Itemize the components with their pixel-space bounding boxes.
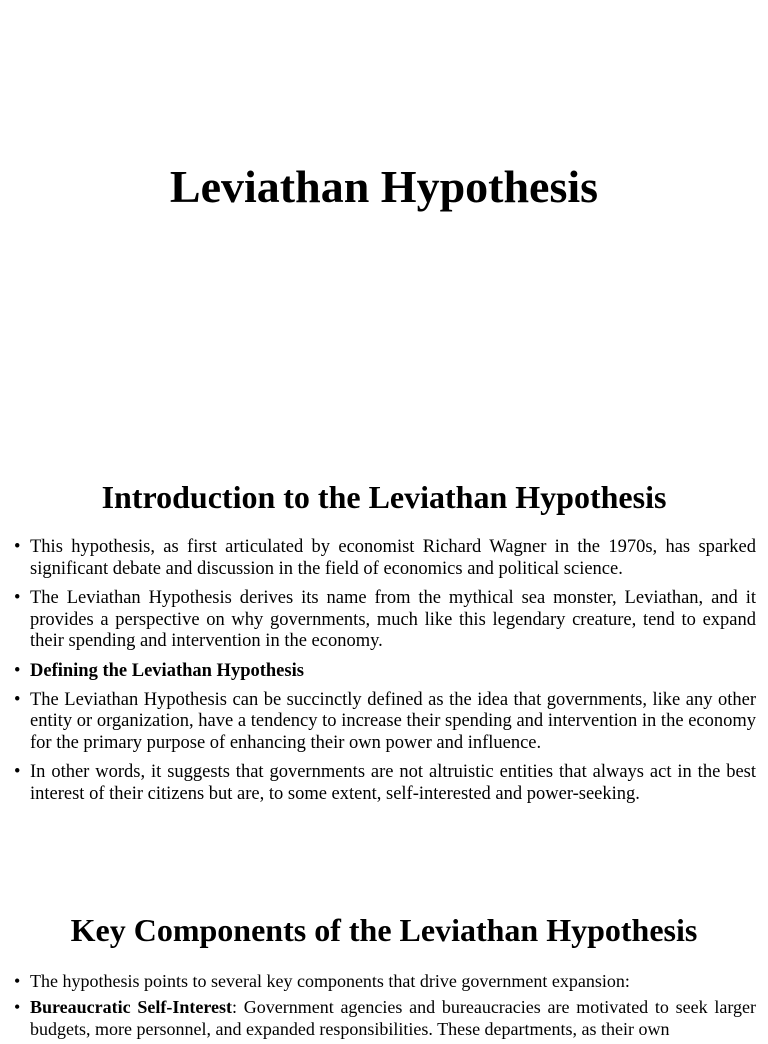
section-heading-key-components: Key Components of the Leviathan Hypothesis: [70, 912, 698, 948]
bullet-text: In other words, it suggests that governments are not altruistic entities that always act in the best interest of their citizens but are, to some extent, self-interested and power-seeking.: [30, 762, 756, 805]
bullet-icon: •: [14, 971, 21, 991]
bullet-icon: •: [14, 997, 21, 1017]
list-item: [14, 661, 756, 683]
bullet-text: The Leviathan Hypothesis derives its name from the mythical sea monster, Leviathan, and it provides a perspective on why governments, much like this legendary creature, tend to expand their spending and intervention in the economy.: [30, 587, 756, 652]
bullet-icon: •: [14, 587, 21, 608]
bullet-text: The hypothesis points to several key components that drive government expansion:: [30, 971, 630, 991]
bullet-icon: •: [14, 689, 21, 710]
subheading-defining: Defining the Leviathan Hypothesis: [30, 660, 304, 681]
list-item: [14, 970, 756, 992]
bullet-icon: •: [14, 660, 21, 681]
bullet-text: This hypothesis, as first articulated by economist Richard Wagner in the 1970s, has sparked significant debate and discussion in the field of economics and political science.: [30, 537, 756, 579]
bullet-description: : Government agencies and bureaucracies are motivated to seek larger budgets, more personnel, and expanded responsibilities. These departments, as their own: [30, 997, 756, 1039]
bullet-icon: •: [14, 762, 21, 783]
document-title: Leviathan Hypothesis: [169, 161, 599, 212]
section-heading-introduction: Introduction to the Leviathan Hypothesis: [101, 479, 667, 515]
key-components-bullet-list: [14, 970, 756, 1044]
list-item: [14, 762, 756, 805]
bullet-text: The Leviathan Hypothesis can be succinctly defined as the idea that governments, like any other entity or organization, have a tendency to increase their spending and intervention in the economy for the primary purpose of enhancing their own power and influence.: [30, 689, 756, 754]
list-item: [14, 690, 756, 755]
bullet-text: [30, 996, 756, 1040]
list-item: [14, 537, 756, 580]
list-item: [14, 588, 756, 653]
list-item: [14, 996, 756, 1040]
introduction-bullet-list: [14, 537, 756, 813]
bullet-term: Bureaucratic Self-Interest: [30, 997, 233, 1017]
bullet-icon: •: [14, 537, 21, 557]
